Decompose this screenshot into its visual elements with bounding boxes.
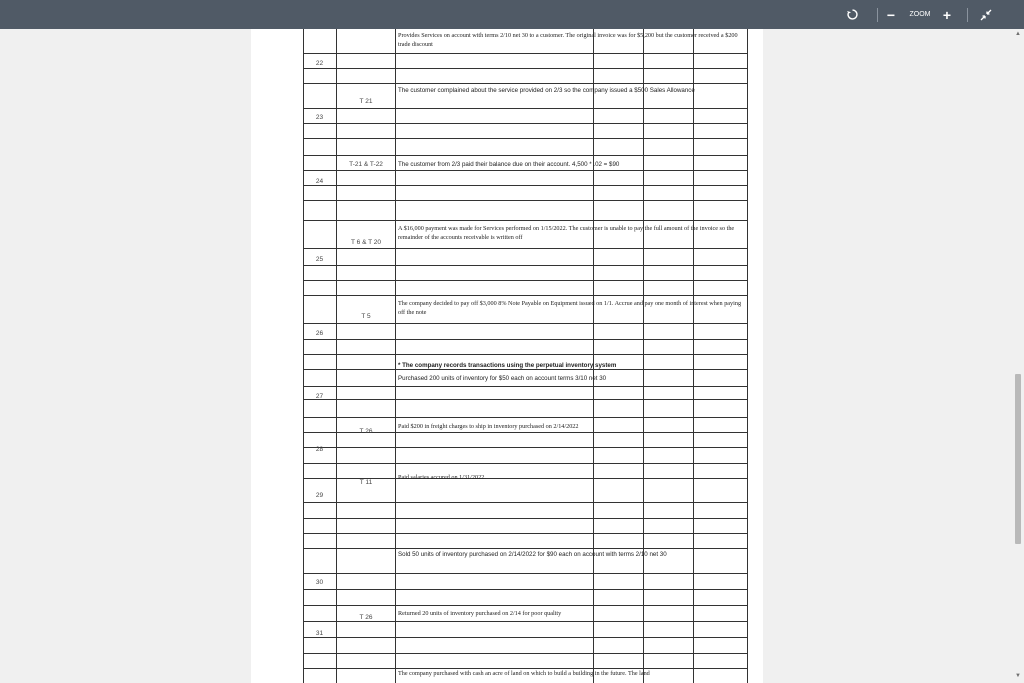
- transaction-description: The customer complained about the service provided on 2/3 so the company issued a $500 Sales Allowance: [398, 87, 695, 94]
- reference-label: T 21: [359, 98, 373, 105]
- reference-label: T-21 & T-22: [349, 161, 383, 168]
- rotate-icon: [846, 8, 859, 21]
- table-row: [303, 54, 748, 69]
- viewer-toolbar: [0, 0, 1024, 29]
- transaction-description: A $16,000 payment was made for Services performed on 1/15/2022. The customer is unable to pay the full amount of the invoice so the remainder of the accounts receivable is written off: [398, 225, 735, 241]
- worksheet-table: [303, 29, 748, 683]
- toolbar-separator: [967, 8, 968, 22]
- transaction-description: The customer from 2/3 paid their balance due on their account. 4,500 * .02 = $90: [398, 161, 620, 168]
- table-row: [303, 519, 748, 534]
- table-row: [303, 448, 748, 464]
- row-number: 30: [315, 579, 324, 586]
- table-row: [303, 324, 748, 340]
- collapse-icon: [980, 9, 992, 21]
- table-row: [303, 503, 748, 519]
- table-row: [303, 249, 748, 266]
- table-row: [303, 171, 748, 186]
- document-page: [251, 29, 763, 683]
- table-row: [303, 139, 748, 156]
- row-number: 22: [315, 60, 324, 67]
- table-row: [303, 109, 748, 124]
- table-row: [303, 574, 748, 590]
- rotate-button[interactable]: [842, 0, 862, 29]
- row-number: 23: [315, 114, 324, 121]
- reference-label: T 11: [359, 479, 373, 486]
- table-row: [303, 186, 748, 201]
- vertical-scrollbar[interactable]: [1012, 29, 1024, 683]
- table-row: [303, 281, 748, 296]
- row-number: 29: [315, 492, 324, 499]
- inventory-note: * The company records transactions using the perpetual inventory system: [398, 362, 617, 369]
- table-row: [303, 400, 748, 418]
- table-row: [303, 266, 748, 281]
- transaction-description: The company decided to pay off $3,000 8% Note Payable on Equipment issued on 1/1. Accrue and pay one month of interest when paying off the note: [398, 300, 742, 316]
- table-row: [303, 201, 748, 221]
- reference-label: T 6 & T 20: [351, 239, 381, 246]
- row-number: 26: [315, 330, 324, 337]
- scrollbar-thumb[interactable]: [1015, 374, 1021, 544]
- table-row: [303, 124, 748, 139]
- row-number: 31: [315, 630, 324, 637]
- row-number: 25: [315, 256, 324, 263]
- table-row: [303, 69, 748, 84]
- transaction-description: Paid $200 in freight charges to ship in inventory purchased on 2/14/2022: [398, 423, 579, 430]
- transaction-description: Purchased 200 units of inventory for $50 each on account terms 3/10 net 30: [398, 375, 607, 382]
- transaction-description: Provides Services on account with terms 2/10 net 30 to a customer. The original invoice was for $5,200 but the customer received a $200 trade discount: [398, 32, 738, 48]
- table-row: [303, 433, 748, 448]
- zoom-label: ZOOM: [909, 11, 931, 18]
- reference-label: T 26: [359, 614, 373, 621]
- scroll-up-arrow-icon[interactable]: ▲: [1015, 31, 1021, 37]
- zoom-in-button[interactable]: +: [942, 6, 952, 23]
- row-number: 27: [315, 393, 324, 400]
- table-row: [303, 387, 748, 400]
- transaction-description: Sold 50 units of inventory purchased on 2/14/2022 for $90 each on account with terms 2/10 net 30: [398, 551, 667, 558]
- reference-label: T 26: [359, 428, 373, 435]
- table-row: [303, 590, 748, 606]
- collapse-button[interactable]: [978, 0, 994, 29]
- zoom-out-button[interactable]: −: [886, 6, 896, 23]
- table-row: [303, 340, 748, 355]
- table-row: [303, 638, 748, 654]
- toolbar-separator: [877, 8, 878, 22]
- table-row: [303, 534, 748, 549]
- row-number: 24: [315, 178, 324, 185]
- document-viewer[interactable]: [0, 29, 1024, 683]
- transaction-description: Returned 20 units of inventory purchased on 2/14 for poor quality: [398, 610, 562, 617]
- table-row: [303, 654, 748, 669]
- reference-label: T 5: [361, 313, 371, 320]
- row-number: 28: [315, 446, 324, 453]
- transaction-description: Paid salaries accured on 1/31/2022.: [398, 474, 486, 481]
- table-row: [303, 622, 748, 638]
- transaction-description: The company purchased with cash an acre of land on which to build a building in the future. The land: [398, 670, 650, 677]
- scroll-down-arrow-icon[interactable]: ▼: [1015, 673, 1021, 679]
